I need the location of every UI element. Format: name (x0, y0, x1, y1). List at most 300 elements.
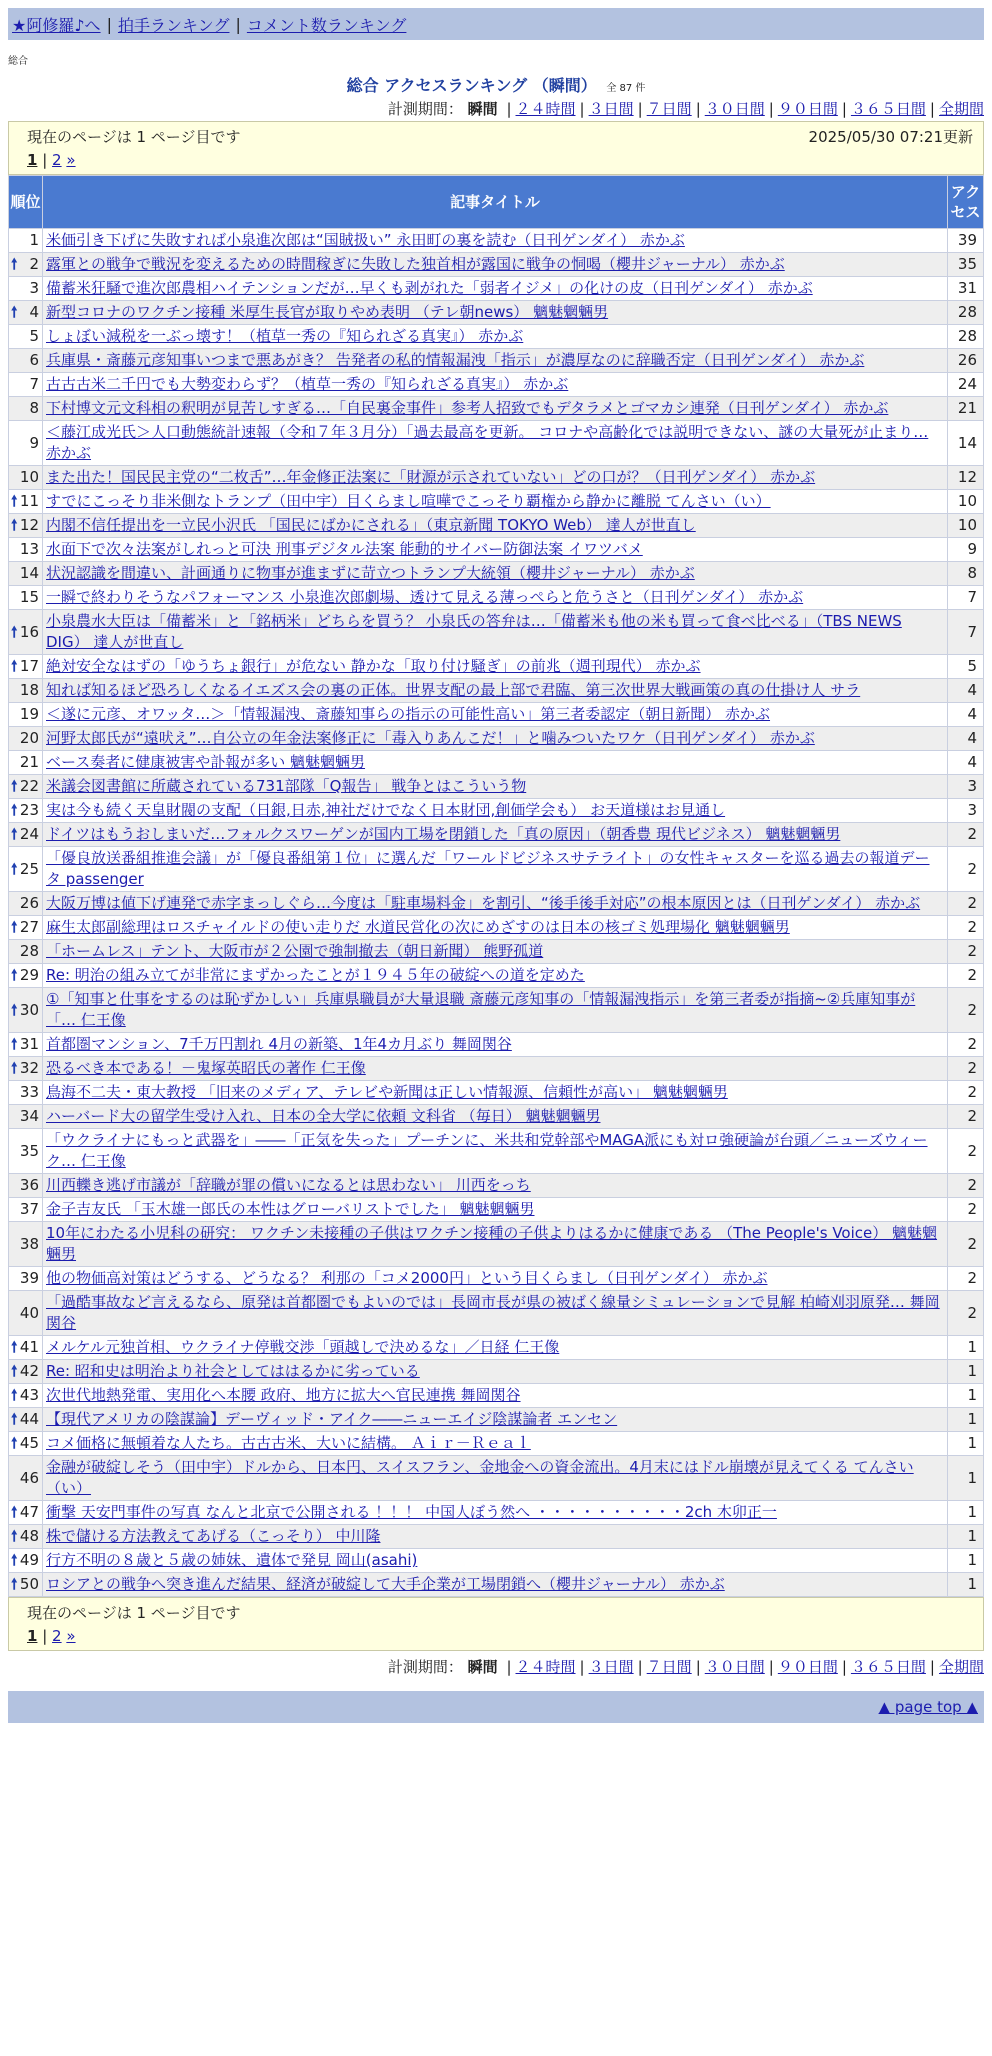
article-link[interactable]: しょぼい減税を一ぶっ壊す！（植草一秀の『知られざる真実』） 赤かぶ (46, 327, 524, 345)
period-link[interactable]: ９０日間 (777, 1658, 838, 1676)
access-count: 2 (948, 1174, 984, 1198)
rank-number: 21 (19, 753, 39, 771)
period-separator: | (637, 100, 643, 118)
title-cell (43, 1501, 948, 1525)
article-link[interactable]: メルケル元独首相、ウクライナ停戦交渉「頭越しで決めるな」／日経 仁王像 (46, 1338, 560, 1356)
table-row (9, 799, 984, 823)
period-separator: | (579, 1658, 585, 1676)
rank-cell (9, 397, 43, 421)
article-link[interactable]: 露軍との戦争で戦況を変えるための時間稼ぎに失敗した独首相が露国に戦争の恫喝（櫻井ジャーナル） 赤かぶ (46, 255, 785, 273)
table-row (9, 823, 984, 847)
access-count: 2 (948, 1033, 984, 1057)
article-link[interactable]: 金融が破綻しそう（田中宇）ドルから、日本円、スイスフラン、金地金への資金流出。4月末にはドル崩壊が見えてくる てんさい（い） (46, 1458, 914, 1497)
access-count: 1 (948, 1501, 984, 1525)
rank-number: 36 (19, 1176, 39, 1194)
title-cell (43, 892, 948, 916)
rank-up-arrow-icon: 🠕 (11, 1503, 18, 1521)
article-link[interactable]: すでにこっそり非米側なトランプ（田中宇）目くらまし喧嘩でこっそり覇権から静かに離脱 てんさい（い） (46, 492, 771, 510)
rank-number: 23 (19, 801, 39, 819)
rank-number: 47 (19, 1503, 39, 1521)
title-cell (43, 562, 948, 586)
rank-number: 25 (19, 859, 39, 878)
period-separator: | (695, 1658, 701, 1676)
article-link[interactable]: 水面下で次々法案がしれっと可決 刑事デジタル法案 能動的サイバー防御法案 イワツバメ (46, 540, 643, 558)
period-link[interactable]: ９０日間 (777, 100, 838, 118)
rank-up-arrow-icon: 🠕 (11, 859, 18, 878)
period-separator: | (579, 100, 585, 118)
title-cell (43, 1573, 948, 1597)
access-count: 1 (948, 1525, 984, 1549)
article-link[interactable]: 次世代地熱発電、実用化へ本腰 政府、地方に拡大へ官民連携 舞岡関谷 (46, 1386, 521, 1404)
home-link[interactable]: ★阿修羅♪へ (12, 15, 101, 35)
rank-cell (9, 703, 43, 727)
rank-number: 34 (19, 1107, 39, 1125)
table-row (9, 1525, 984, 1549)
title-cell (43, 964, 948, 988)
rank-cell (9, 610, 43, 655)
article-link[interactable]: 河野太郎氏が“遠吠え”…自公立の年金法案修正に「毒入りあんこだ！」と噛みついたワケ（日刊ゲンダイ） 赤かぶ (46, 729, 815, 747)
access-count: 8 (948, 562, 984, 586)
article-link[interactable]: Re: 昭和史は明治より社会としてははるかに劣っている (46, 1362, 420, 1380)
header-count: アクセス (948, 176, 984, 229)
table-row (9, 1456, 984, 1501)
table-row (9, 1057, 984, 1081)
table-row (9, 1336, 984, 1360)
access-count: 9 (948, 538, 984, 562)
title-cell (43, 751, 948, 775)
period-separator: | (768, 100, 774, 118)
period-current: 瞬間 (467, 100, 498, 118)
title-cell (43, 679, 948, 703)
title-cell (43, 301, 948, 325)
access-count: 14 (948, 421, 984, 466)
title-cell (43, 421, 948, 466)
rank-number: 46 (19, 1468, 39, 1487)
title-cell (43, 1384, 948, 1408)
table-row (9, 466, 984, 490)
access-count: 10 (948, 514, 984, 538)
table-row (9, 1174, 984, 1198)
nav-separator: | (106, 14, 112, 34)
access-count: 1 (948, 1456, 984, 1501)
article-link[interactable]: 鳥海不二夫・東大教授 「旧来のメディア、テレビや新聞は正しい情報源、信頼性が高い」 魑魅魍魎男 (46, 1083, 728, 1101)
rank-up-arrow-icon: 🠕 (11, 918, 18, 936)
article-link[interactable]: 実は今も続く天皇財閥の支配（日銀,日赤,神社だけでなく日本財団,創価学会も） お天道様はお見通し (46, 801, 726, 819)
rank-up-arrow-icon: 🠕 (11, 1362, 18, 1380)
table-row (9, 727, 984, 751)
table-row (9, 1291, 984, 1336)
rank-number: 18 (19, 681, 39, 699)
pager-next[interactable]: » (66, 151, 76, 169)
access-count: 31 (948, 277, 984, 301)
access-count: 1 (948, 1573, 984, 1597)
table-row (9, 1408, 984, 1432)
period-link[interactable]: ２４時間 (515, 1658, 576, 1676)
rank-cell (9, 799, 43, 823)
title-cell (43, 655, 948, 679)
access-count: 4 (948, 751, 984, 775)
title-cell (43, 1549, 948, 1573)
rank-up-arrow-icon: 🠕 (11, 492, 18, 510)
article-link[interactable]: 小泉農水大臣は「備蓄米」と「銘柄米」どちらを買う？ 小泉氏の答弁は…「備蓄米も他の米も買って食べ比べる」（TBS NEWS DIG） 達人が世直し (46, 612, 902, 651)
page-title (0, 75, 992, 97)
article-link[interactable]: コメ価格に無頓着な人たち。古古古米、大いに結構。 Ａｉｒ－Ｒｅａｌ (46, 1434, 531, 1452)
table-row (9, 610, 984, 655)
title-cell (43, 349, 948, 373)
article-link[interactable]: 10年にわたる小児科の研究： ワクチン未接種の子供はワクチン接種の子供よりはるかに健康である （The People's Voice） 魑魅魍魎男 (46, 1224, 938, 1263)
table-row (9, 514, 984, 538)
access-count: 4 (948, 703, 984, 727)
rank-number: 44 (19, 1410, 39, 1428)
rank-number: 20 (19, 729, 39, 747)
period-selector-top (0, 97, 984, 121)
access-count: 4 (948, 679, 984, 703)
rank-up-arrow-icon: 🠕 (11, 1059, 18, 1077)
total-count: 全 87 件 (606, 83, 646, 94)
rank-cell (9, 1408, 43, 1432)
article-link[interactable]: 状況認識を間違い、計画通りに物事が進まずに苛立つトランプ大統領（櫻井ジャーナル） 赤かぶ (46, 564, 695, 582)
access-count: 28 (948, 301, 984, 325)
access-count: 26 (948, 349, 984, 373)
title-cell (43, 1222, 948, 1267)
access-count: 2 (948, 1081, 984, 1105)
rank-cell (9, 514, 43, 538)
article-link[interactable]: 兵庫県・斎藤元彦知事いつまで悪あがき？ 告発者の私的情報漏洩「指示」が濃厚なのに辞職否定（日刊ゲンダイ） 赤かぶ (46, 351, 865, 369)
access-count: 2 (948, 1267, 984, 1291)
table-row (9, 1549, 984, 1573)
period-separator: | (768, 1658, 774, 1676)
period-link[interactable]: 全期間 (938, 100, 984, 118)
access-count: 7 (948, 610, 984, 655)
rank-up-arrow-icon: 🠕 (11, 303, 18, 321)
title-cell (43, 1291, 948, 1336)
table-row (9, 940, 984, 964)
table-row (9, 1198, 984, 1222)
title-cell (43, 1105, 948, 1129)
title-cell (43, 514, 948, 538)
period-link[interactable]: ３日間 (588, 100, 634, 118)
rank-cell (9, 775, 43, 799)
rank-number: 48 (19, 1527, 39, 1545)
article-link[interactable]: 「ウクライナにもっと武器を」――「正気を失った」プーチンに、米共和党幹部やMAGA派にも対ロ強硬論が台頭／ニューズウィーク… 仁王像 (46, 1131, 928, 1170)
rank-cell (9, 1336, 43, 1360)
rank-cell (9, 1267, 43, 1291)
rank-cell (9, 421, 43, 466)
table-row (9, 1081, 984, 1105)
table-row (9, 586, 984, 610)
table-row (9, 538, 984, 562)
rank-number: 35 (19, 1141, 39, 1160)
applause-ranking-link[interactable]: 拍手ランキング (117, 15, 230, 35)
title-cell (43, 538, 948, 562)
access-count: 1 (948, 1408, 984, 1432)
rank-up-arrow-icon: 🠕 (11, 657, 18, 675)
title-cell (43, 799, 948, 823)
title-cell (43, 253, 948, 277)
article-link[interactable]: 内閣不信任提出を一立民小沢氏 「国民にばかにされる」（東京新聞 TOKYO Web） 達人が世直し (46, 516, 696, 534)
article-link[interactable]: また出た！国民民主党の“二枚舌”…年金修正法案に「財源が示されていない」どの口が？（日刊ゲンダイ） 赤かぶ (46, 468, 816, 486)
rank-number: 14 (19, 564, 39, 582)
article-link[interactable]: ＜遂に元彦、オワッタ…＞「情報漏洩、斎藤知事らの指示の可能性高い」第三者委認定（朝日新聞） 赤かぶ (46, 705, 771, 723)
access-count: 1 (948, 1432, 984, 1456)
pager-next[interactable]: » (66, 1627, 76, 1645)
pager-page-2[interactable]: 2 (52, 151, 62, 169)
table-row (9, 1384, 984, 1408)
rank-cell (9, 1573, 43, 1597)
rank-cell (9, 277, 43, 301)
rank-cell (9, 1501, 43, 1525)
rank-cell (9, 1057, 43, 1081)
period-link[interactable]: ７日間 (646, 100, 692, 118)
rank-number: 28 (19, 942, 39, 960)
table-row (9, 751, 984, 775)
header-rank: 順位 (9, 176, 43, 229)
table-row (9, 373, 984, 397)
table-row (9, 775, 984, 799)
period-separator: | (929, 100, 935, 118)
article-link[interactable]: 「優良放送番組推進会議」が「優良番組第１位」に選んだ「ワールドビジネスサテライト」の女性キャスターを巡る過去の報道データ passenger (46, 849, 930, 888)
period-link[interactable]: ２４時間 (515, 100, 576, 118)
pager-current: 1 (27, 1627, 38, 1645)
access-count: 2 (948, 1129, 984, 1174)
access-count: 2 (948, 916, 984, 940)
ranking-table (8, 175, 984, 1597)
access-count: 3 (948, 775, 984, 799)
rank-cell (9, 988, 43, 1033)
title-cell (43, 1267, 948, 1291)
title-cell (43, 397, 948, 421)
title-cell (43, 1408, 948, 1432)
pager-page-2[interactable]: 2 (52, 1627, 62, 1645)
period-link[interactable]: ３日間 (588, 1658, 634, 1676)
article-link[interactable]: 恐るべき本である！－鬼塚英昭氏の著作 仁王像 (46, 1059, 366, 1077)
rank-cell (9, 1222, 43, 1267)
table-row (9, 679, 984, 703)
rank-cell (9, 586, 43, 610)
access-count: 39 (948, 229, 984, 253)
table-row (9, 397, 984, 421)
period-separator: | (506, 100, 512, 118)
rank-number: 22 (19, 777, 39, 795)
article-link[interactable]: 株で儲ける方法教えてあげる（こっそり） 中川隆 (46, 1527, 381, 1545)
table-row (9, 1222, 984, 1267)
rank-number: 16 (19, 622, 39, 641)
pager-current: 1 (27, 151, 38, 169)
rank-up-arrow-icon: 🠕 (11, 1410, 18, 1428)
rank-up-arrow-icon: 🠕 (11, 255, 18, 273)
pager: 1 | 2 » (27, 151, 76, 169)
page-info-bottom (8, 1597, 984, 1651)
article-link[interactable]: ドイツはもうおしまいだ…フォルクスワーゲンが国内工場を閉鎖した「真の原因」（朝香豊 現代ビジネス） 魑魅魍魎男 (46, 825, 841, 843)
rank-number: 4 (29, 303, 39, 321)
article-link[interactable]: 一瞬で終わりそうなパフォーマンス 小泉進次郎劇場、透けて見える薄っぺらと危うさと（日刊ゲンダイ） 赤かぶ (46, 588, 804, 606)
title-cell (43, 1525, 948, 1549)
article-link[interactable]: 古古古米二千円でも大勢変わらず？（植草一秀の『知られざる真実』） 赤かぶ (46, 375, 569, 393)
rank-number: 33 (19, 1083, 39, 1101)
table-row (9, 1267, 984, 1291)
article-link[interactable]: ①「知事と仕事をするのは恥ずかしい」兵庫県職員が大量退職 斎藤元彦知事の「情報漏洩指示」を第三者委が指摘~②兵庫知事が「… 仁王像 (46, 990, 916, 1029)
rank-cell (9, 1432, 43, 1456)
rank-number: 2 (29, 255, 39, 273)
period-separator: | (637, 1658, 643, 1676)
access-count: 1 (948, 1549, 984, 1573)
period-link[interactable]: ３６５日間 (850, 100, 926, 118)
table-row (9, 655, 984, 679)
title-cell (43, 1081, 948, 1105)
article-link[interactable]: 絶対安全なはずの「ゆうちょ銀行」が危ない 静かな「取り付け騒ぎ」の前兆（週刊現代） 赤かぶ (46, 657, 701, 675)
rank-cell (9, 229, 43, 253)
rank-number: 10 (19, 468, 39, 486)
article-link[interactable]: 備蓄米狂騒で進次郎農相ハイテンションだが…早くも剥がれた「弱者イジメ」の化けの皮（日刊ゲンダイ） 赤かぶ (46, 279, 813, 297)
article-link[interactable]: 「過酷事故など言えるなら、原発は首都圏でもよいのでは」長岡市長が県の被ばく線量シミュレーションで見解 柏崎刈羽原発… 舞岡関谷 (46, 1293, 940, 1332)
rank-cell (9, 751, 43, 775)
rank-cell (9, 1291, 43, 1336)
article-link[interactable]: 新型コロナのワクチン接種 米厚生長官が取りやめ表明 （テレ朝news） 魑魅魍魎男 (46, 303, 609, 321)
access-count: 1 (948, 1336, 984, 1360)
rank-up-arrow-icon: 🠕 (11, 516, 18, 534)
nav-separator: | (235, 14, 241, 34)
rank-number: 27 (19, 918, 39, 936)
article-link[interactable]: 大阪万博は値下げ連発で赤字まっしぐら…今度は「駐車場料金」を割引、“後手後手対応”の根本原因とは（日刊ゲンダイ） 赤かぶ (46, 894, 921, 912)
top-navigation (8, 8, 984, 40)
rank-cell (9, 892, 43, 916)
period-selector-bottom (0, 1655, 984, 1679)
access-count: 2 (948, 1291, 984, 1336)
table-row (9, 301, 984, 325)
period-separator: | (695, 100, 701, 118)
title-cell (43, 988, 948, 1033)
rank-up-arrow-icon: 🠕 (11, 1338, 18, 1356)
rank-number: 30 (19, 1000, 39, 1019)
period-link[interactable]: ７日間 (646, 1658, 692, 1676)
period-separator: | (841, 1658, 847, 1676)
article-link[interactable]: 衝撃 天安門事件の写真 なんと北京で公開される ！！！ 中国人ぼう然へ ・・・・・・・・・・2ch 木卯正一 (46, 1503, 777, 1521)
category-label: 総合 (8, 56, 28, 67)
rank-cell (9, 1129, 43, 1174)
comment-ranking-link[interactable]: コメント数ランキング (246, 15, 407, 35)
table-row (9, 988, 984, 1033)
article-link[interactable]: 米価引き下げに失敗すれば小泉進次郎は“国賊扱い” 永田町の裏を読む（日刊ゲンダイ） 赤かぶ (46, 231, 685, 249)
article-link[interactable]: 「ホームレス」テント、大阪市が２公園で強制撤去（朝日新聞） 熊野孤道 (46, 942, 544, 960)
table-row (9, 1360, 984, 1384)
title-cell (43, 1129, 948, 1174)
updated-timestamp: 2025/05/30 07:21更新 (808, 128, 973, 146)
table-row (9, 1105, 984, 1129)
title-cell (43, 466, 948, 490)
period-link[interactable]: ３０日間 (704, 100, 765, 118)
rank-cell (9, 1105, 43, 1129)
period-link[interactable]: ３０日間 (704, 1658, 765, 1676)
article-link[interactable]: 首都圏マンション、7千万円割れ 4月の新築、1年4カ月ぶり 舞岡関谷 (46, 1035, 512, 1053)
access-count: 3 (948, 799, 984, 823)
current-page-text: 現在のページは 1 ページ目です (27, 128, 241, 146)
article-link[interactable]: 川西轢き逃げ市議が「辞職が罪の償いになるとは思わない」 川西をっち (46, 1176, 531, 1194)
rank-cell (9, 916, 43, 940)
rank-up-arrow-icon: 🠕 (11, 1551, 18, 1569)
rank-cell (9, 466, 43, 490)
article-link[interactable]: 麻生太郎副総理はロスチャイルドの使い走りだ 水道民営化の次にめざすのは日本の核ゴミ処理場化 魑魅魍魎男 (46, 918, 790, 936)
article-link[interactable]: 他の物価高対策はどうする、どうなる？ 利那の「コメ2000円」という目くらまし（日刊ゲンダイ） 赤かぶ (46, 1269, 768, 1287)
rank-number: 6 (29, 351, 39, 369)
rank-number: 8 (29, 399, 39, 417)
pager: 1 | 2 » (27, 1627, 76, 1645)
article-link[interactable]: 知れば知るほど恐ろしくなるイエズス会の裏の正体。世界支配の最上部で君臨、第三次世界大戦画策の真の仕掛け人 サラ (46, 681, 861, 699)
article-link[interactable]: ハーバード大の留学生受け入れ、日本の全大学に依頼 文科省 （毎日） 魑魅魍魎男 (46, 1107, 601, 1125)
bottom-bar (8, 1691, 984, 1723)
rank-number: 38 (19, 1234, 39, 1253)
rank-cell (9, 1198, 43, 1222)
page-top-link[interactable]: ▲ page top ▲ (878, 1698, 978, 1716)
article-link[interactable]: 金子吉友氏 「玉木雄一郎氏の本性はグローバリストでした」 魑魅魍魎男 (46, 1200, 535, 1218)
rank-up-arrow-icon: 🠕 (11, 622, 18, 641)
title-cell (43, 325, 948, 349)
period-link[interactable]: ３６５日間 (850, 1658, 926, 1676)
rank-up-arrow-icon: 🠕 (11, 825, 18, 843)
title-cell (43, 1336, 948, 1360)
rank-number: 1 (29, 231, 39, 249)
article-link[interactable]: 米議会図書館に所蔵されている731部隊「Q報告」 戦争とはこういう物 (46, 777, 527, 795)
article-link[interactable]: ＜藤江成光氏＞人口動態統計速報（令和７年３月分）「過去最高を更新。 コロナや高齢化では説明できない、謎の大量死が止まり… 赤かぶ (46, 423, 929, 462)
rank-number: 9 (29, 433, 39, 452)
article-link[interactable]: 【現代アメリカの陰謀論】デーヴィッド・アイク――ニューエイジ陰謀論者 エンセン (46, 1410, 618, 1428)
rank-cell (9, 349, 43, 373)
rank-up-arrow-icon: 🠕 (11, 1000, 18, 1019)
table-row (9, 1573, 984, 1597)
table-row (9, 1033, 984, 1057)
rank-number: 43 (19, 1386, 39, 1404)
rank-number: 31 (19, 1035, 39, 1053)
rank-number: 24 (19, 825, 39, 843)
table-row (9, 1129, 984, 1174)
header-title: 記事タイトル (43, 176, 948, 229)
rank-cell (9, 301, 43, 325)
rank-number: 13 (19, 540, 39, 558)
table-row (9, 490, 984, 514)
rank-up-arrow-icon: 🠕 (11, 1575, 18, 1593)
article-link[interactable]: 行方不明の８歳と５歳の姉妹、遺体で発見 岡山(asahi) (46, 1551, 418, 1569)
rank-number: 12 (19, 516, 39, 534)
rank-number: 42 (19, 1362, 39, 1380)
article-link[interactable]: Re: 明治の組み立てが非常にまずかったことが１９４５年の破綻への道を定めた (46, 966, 585, 984)
access-count: 5 (948, 655, 984, 679)
title-cell (43, 940, 948, 964)
access-count: 1 (948, 1384, 984, 1408)
rank-cell (9, 1549, 43, 1573)
table-row (9, 421, 984, 466)
rank-up-arrow-icon: 🠕 (11, 1434, 18, 1452)
rank-cell (9, 823, 43, 847)
rank-number: 11 (19, 492, 39, 510)
table-row (9, 916, 984, 940)
rank-number: 3 (29, 279, 39, 297)
rank-up-arrow-icon: 🠕 (11, 966, 18, 984)
table-row (9, 964, 984, 988)
period-link[interactable]: 全期間 (938, 1658, 984, 1676)
period-separator: | (929, 1658, 935, 1676)
rank-cell (9, 1525, 43, 1549)
rank-up-arrow-icon: 🠕 (11, 801, 18, 819)
access-count: 2 (948, 1222, 984, 1267)
article-link[interactable]: ベース奏者に健康被害や訃報が多い 魑魅魍魎男 (46, 753, 366, 771)
article-link[interactable]: 下村博文元文科相の釈明が見苦しすぎる…「自民裏金事件」参考人招致でもデタラメとゴマカシ連発（日刊ゲンダイ） 赤かぶ (46, 399, 889, 417)
rank-number: 40 (19, 1303, 39, 1322)
rank-number: 26 (19, 894, 39, 912)
rank-number: 5 (29, 327, 39, 345)
article-link[interactable]: ロシアとの戦争へ突き進んだ結果、経済が破綻して大手企業が工場閉鎖へ（櫻井ジャーナル） 赤かぶ (46, 1575, 725, 1593)
access-count: 7 (948, 586, 984, 610)
title-cell (43, 847, 948, 892)
access-count: 2 (948, 892, 984, 916)
